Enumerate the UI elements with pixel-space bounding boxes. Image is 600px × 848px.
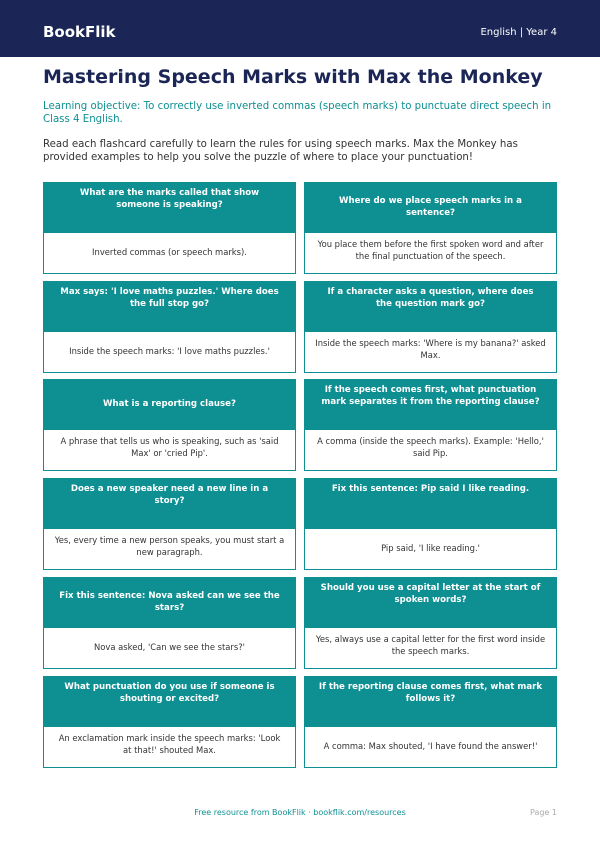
flashcard-4[interactable] (304, 281, 557, 373)
flashcard-answer: A comma: Max shouted, 'I have found the answer!' (304, 727, 557, 768)
flashcard-8[interactable] (304, 478, 557, 570)
flashcard-1[interactable] (43, 182, 296, 274)
flashcard-question: Does a new speaker need a new line in a story? (43, 478, 296, 529)
flashcard-answer: A comma (inside the speech marks). Example: 'Hello,' said Pip. (304, 430, 557, 471)
flashcard-answer: Yes, always use a capital letter for the first word inside the speech marks. (304, 628, 557, 669)
flashcard-5[interactable] (43, 379, 296, 471)
flashcard-question: If the reporting clause comes first, what mark follows it? (304, 676, 557, 727)
page-title: Mastering Speech Marks with Max the Monkey (43, 66, 543, 88)
flashcard-3[interactable] (43, 281, 296, 373)
flashcard-answer: You place them before the first spoken word and after the final punctuation of the speech. (304, 233, 557, 274)
flashcard-answer: Inside the speech marks: 'I love maths puzzles.' (43, 332, 296, 373)
flashcard-question: Fix this sentence: Pip said I like reading. (304, 478, 557, 529)
flashcard-question: What is a reporting clause? (43, 379, 296, 430)
flashcard-answer: Inside the speech marks: 'Where is my banana?' asked Max. (304, 332, 557, 373)
flashcard-answer: An exclamation mark inside the speech marks: 'Look at that!' shouted Max. (43, 727, 296, 768)
flashcard-answer: A phrase that tells us who is speaking, such as 'said Max' or 'cried Pip'. (43, 430, 296, 471)
flashcard-9[interactable] (43, 577, 296, 669)
learning-objective: Learning objective: To correctly use inverted commas (speech marks) to punctuate direct speech in Class 4 English. (43, 101, 552, 125)
top-header-bar (0, 0, 600, 57)
subject-year-label: English | Year 4 (480, 27, 557, 38)
flashcard-7[interactable] (43, 478, 296, 570)
intro-text: Read each flashcard carefully to learn the rules for using speech marks. Max the Monkey has provided examples to help you solve the puzzle of where to place your punctuation! (43, 139, 518, 163)
flashcard-10[interactable] (304, 577, 557, 669)
flashcard-2[interactable] (304, 182, 557, 274)
flashcard-answer: Pip said, 'I like reading.' (304, 529, 557, 570)
footer-resource-link[interactable]: Free resource from BookFlik · bookflik.com/resources (194, 808, 406, 817)
flashcard-answer: Nova asked, 'Can we see the stars?' (43, 628, 296, 669)
flashcard-question: What are the marks called that show someone is speaking? (43, 182, 296, 233)
brand-logo-text[interactable]: BookFlik (43, 23, 116, 41)
flashcard-11[interactable] (43, 676, 296, 768)
flashcard-12[interactable] (304, 676, 557, 768)
page-number: Page 1 (530, 808, 557, 817)
flashcard-6[interactable] (304, 379, 557, 471)
flashcard-question: What punctuation do you use if someone is shouting or excited? (43, 676, 296, 727)
flashcard-question: Where do we place speech marks in a sentence? (304, 182, 557, 233)
flashcard-answer: Yes, every time a new person speaks, you must start a new paragraph. (43, 529, 296, 570)
flashcard-question: Max says: 'I love maths puzzles.' Where does the full stop go? (43, 281, 296, 332)
flashcard-question: If the speech comes first, what punctuation mark separates it from the reporting clause? (304, 379, 557, 430)
flashcard-answer: Inverted commas (or speech marks). (43, 233, 296, 274)
flashcard-question: Fix this sentence: Nova asked can we see the stars? (43, 577, 296, 628)
flashcard-question: Should you use a capital letter at the start of spoken words? (304, 577, 557, 628)
flashcard-question: If a character asks a question, where does the question mark go? (304, 281, 557, 332)
